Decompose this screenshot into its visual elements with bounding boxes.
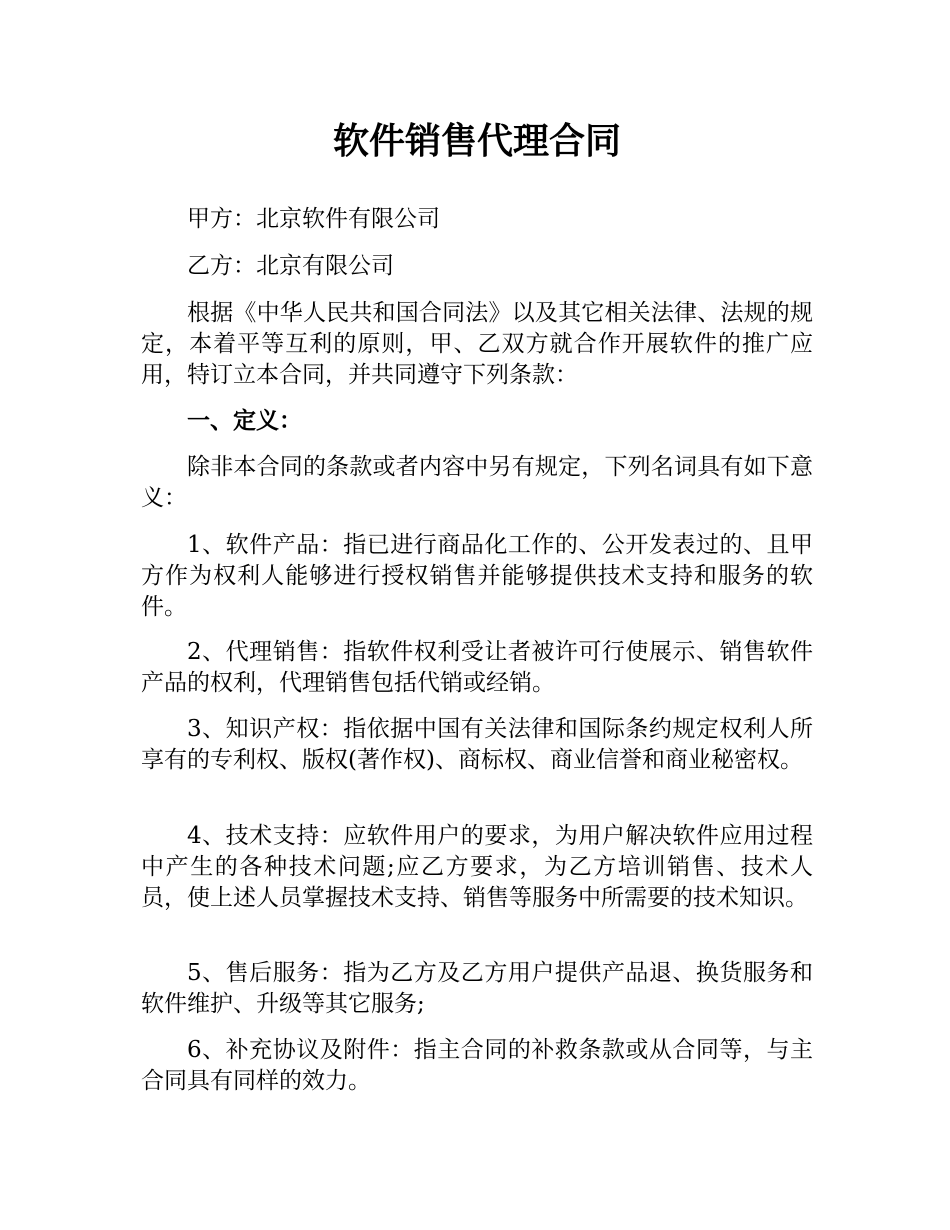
party-a: 甲方：北京软件有限公司 <box>187 206 440 232</box>
definition-item: 2、代理销售：指软件权利受让者被许可行使展示、销售软件产品的权利，代理销售包括代销或经销。 <box>141 639 813 696</box>
definition-item: 3、知识产权：指依据中国有关法律和国际条约规定权利人所享有的专利权、版权(著作权)、商标权、商业信誉和商业秘密权。 <box>141 716 813 773</box>
definition-item: 6、补充协议及附件：指主合同的补救条款或从合同等，与主合同具有同样的效力。 <box>141 1037 813 1094</box>
document-title: 软件销售代理合同 <box>332 121 621 162</box>
definition-item: 5、售后服务：指为乙方及乙方用户提供产品退、换货服务和软件维护、升级等其它服务; <box>141 960 813 1017</box>
preamble-paragraph: 根据《中华人民共和国合同法》以及其它相关法律、法规的规定，本着平等互利的原则，甲、乙双方就合作开展软件的推广应用，特订立本合同，并共同遵守下列条款： <box>141 300 813 388</box>
definitions-intro: 除非本合同的条款或者内容中另有规定，下列名词具有如下意义： <box>141 454 813 511</box>
definition-item: 1、软件产品：指已进行商品化工作的、公开发表过的、且甲方作为权利人能够进行授权销售并能够提供技术支持和服务的软件。 <box>141 532 813 620</box>
definition-item: 4、技术支持：应软件用户的要求，为用户解决软件应用过程中产生的各种技术问题;应乙方要求，为乙方培训销售、技术人员，使上述人员掌握技术支持、销售等服务中所需要的技术知识。 <box>141 823 813 911</box>
section-heading-definitions: 一、定义： <box>187 408 302 434</box>
party-b: 乙方：北京有限公司 <box>187 253 394 279</box>
